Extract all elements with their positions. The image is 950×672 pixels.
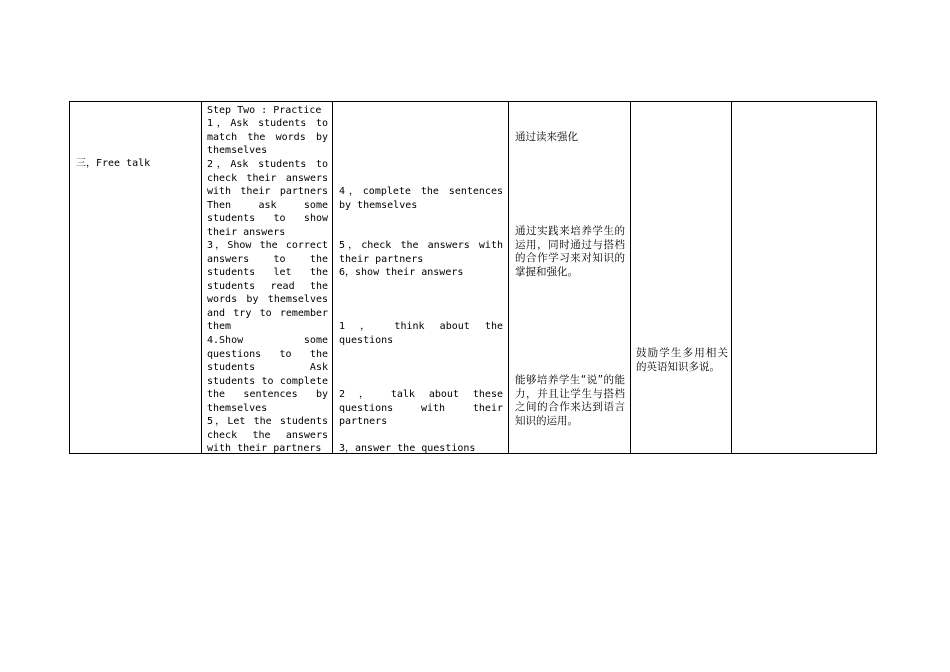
student-activity: 5，check the answers with their partners (339, 240, 503, 265)
purpose-text: 能够培养学生“说”的能力，并且让学生与搭档之间的合作来达到语言知识的运用。 (515, 374, 625, 427)
student-activity: 4，complete the sentences by themselves (339, 186, 503, 211)
student-activity: 3，answer the questions (339, 443, 476, 454)
student-activity: 6，show their answers (339, 267, 464, 278)
section-label: 三，Free talk (76, 158, 151, 169)
teacher-step: 1，Ask students to match the words by themselves (207, 118, 328, 156)
purpose-text: 通过实践来培养学生的运用，同时通过与搭档的合作学习来对知识的掌握和强化。 (515, 225, 625, 278)
teacher-step: 2，Ask students to check their answers with their partners Then ask some students to show their answers (207, 159, 328, 238)
empty-cell (732, 102, 877, 454)
lesson-plan-table (69, 101, 877, 454)
student-activity: 1 ， think about the questions (339, 321, 503, 346)
table-row (70, 102, 877, 454)
teacher-step: 4.Show some questions to the students Ask students to complete the sentences by themselves (207, 335, 328, 414)
teacher-step: 3，Show the correct answers to the students let the students read the words by themselves and try to remember them (207, 240, 328, 332)
purpose-cell (509, 102, 631, 454)
student-activity: 2 ， talk about these questions with their partners (339, 389, 503, 427)
section-cell (70, 102, 202, 454)
teacher-step: 5，Let the students check the answers with their partners (207, 416, 328, 454)
step-heading: Step Two : Practice (207, 105, 322, 116)
extension-note: 鼓励学生多用相关的英语知识多说。 (636, 347, 728, 373)
extension-cell (631, 102, 732, 454)
teacher-steps-cell (202, 102, 333, 454)
student-activities-cell (333, 102, 509, 454)
purpose-text: 通过读来强化 (515, 131, 578, 143)
